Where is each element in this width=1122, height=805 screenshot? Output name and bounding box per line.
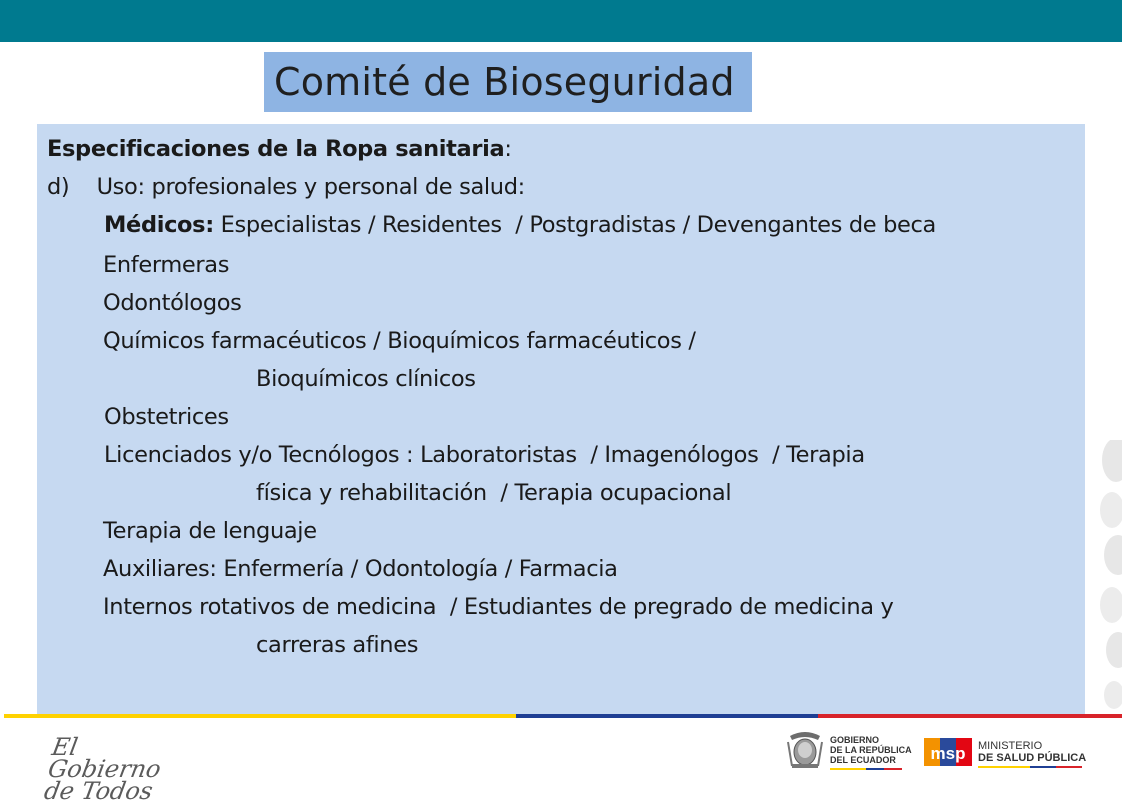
- quimicos-line-2: Bioquímicos clínicos: [256, 366, 476, 392]
- terapia-lenguaje: Terapia de lenguaje: [103, 518, 317, 544]
- content-panel: [37, 124, 1085, 714]
- medicos-label: Médicos:: [104, 212, 214, 238]
- government-slogan: [42, 733, 194, 805]
- ministry-line-2: DE SALUD PÚBLICA: [978, 752, 1087, 764]
- flag-stripe-blue: [516, 714, 818, 718]
- medicos-line: [104, 212, 936, 238]
- gov-line-3: DEL ECUADOR: [830, 755, 896, 765]
- obstetrices: Obstetrices: [104, 404, 229, 430]
- heading-bold: Especificaciones de la Ropa sanitaria: [47, 136, 505, 162]
- enfermeras: Enfermeras: [103, 252, 230, 278]
- odontologos: Odontólogos: [103, 290, 242, 316]
- msp-logo-icon: [924, 730, 974, 774]
- ministry-text: [978, 740, 1086, 764]
- leaf-decoration: [1082, 440, 1122, 710]
- gov-line-1: GOBIERNO: [830, 735, 880, 745]
- gov-line-2: DE LA REPÚBLICA: [830, 745, 912, 755]
- government-text: [830, 735, 912, 765]
- slogan-line-1: El Gobierno: [45, 733, 164, 783]
- slide-title: Comité de Bioseguridad: [274, 60, 735, 104]
- internos-line-2: carreras afines: [256, 632, 419, 658]
- header-bar: [0, 0, 1122, 42]
- flag-stripe-yellow: [4, 714, 516, 718]
- ministry-line-1: MINISTERIO: [978, 740, 1043, 752]
- title-box: [264, 52, 752, 112]
- coat-of-arms-icon: [786, 728, 824, 772]
- gov-flag-line: [830, 768, 902, 770]
- quimicos-line-1: Químicos farmacéuticos / Bioquímicos farmacéuticos /: [103, 328, 696, 354]
- auxiliares: Auxiliares: Enfermería / Odontología / Farmacia: [103, 556, 618, 582]
- licenciados-line-2: física y rehabilitación / Terapia ocupacional: [256, 480, 732, 506]
- licenciados-line-1: Licenciados y/o Tecnólogos : Laboratoristas / Imagenólogos / Terapia: [104, 442, 865, 468]
- medicos-text: Especialistas / Residentes / Postgradistas / Devengantes de beca: [213, 212, 936, 238]
- flag-stripe-red: [818, 714, 1122, 718]
- ministry-flag-line: [978, 766, 1082, 768]
- heading-colon: :: [504, 136, 512, 162]
- slogan-line-2: de Todos: [42, 777, 155, 805]
- svg-text:msp: msp: [930, 744, 966, 763]
- internos-line-1: Internos rotativos de medicina / Estudiantes de pregrado de medicina y: [103, 594, 894, 620]
- heading-line: [47, 136, 512, 162]
- item-d: d) Uso: profesionales y personal de salud:: [47, 174, 525, 200]
